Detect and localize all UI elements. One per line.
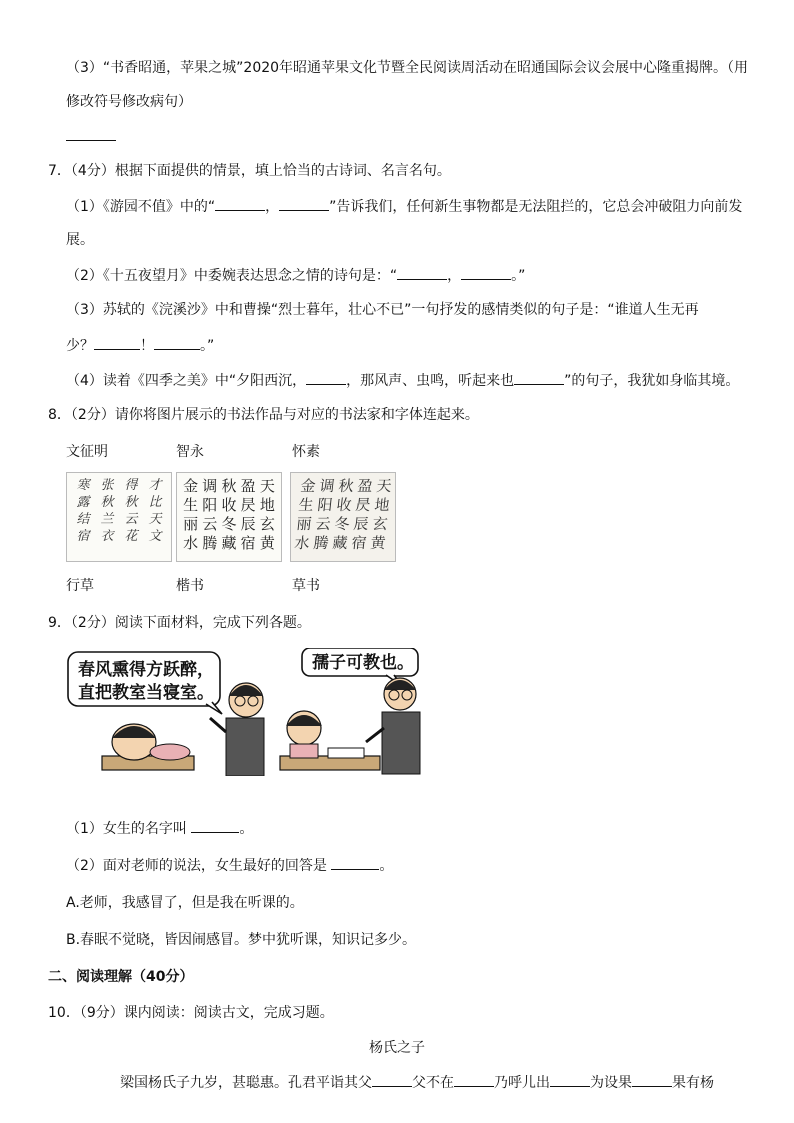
- calligraphy-image-1[interactable]: [66, 472, 172, 562]
- q9-part1: [66, 818, 253, 839]
- punct-blank-1[interactable]: [372, 1072, 412, 1087]
- q7-part4-text-a: （4）读着《四季之美》中“夕阳西沉，: [66, 373, 307, 389]
- calligraphy-column: 金生丽水: [293, 477, 317, 552]
- calligraphy-column: 才比天文: [148, 478, 162, 544]
- q7-part1-blank2[interactable]: [279, 196, 329, 211]
- q9-part1-end: 。: [239, 821, 254, 837]
- style-label-kaishu[interactable]: 楷书: [176, 578, 204, 594]
- q7-part2-text-a: （2）《十五夜望月》中委婉表达思念之情的诗句是：“: [66, 268, 398, 284]
- bubble1-line2: 直把教室当寝室。: [78, 683, 214, 703]
- artist-label-zhiyong[interactable]: 智永: [176, 444, 204, 460]
- q7-part3-text-c: 。”: [200, 338, 215, 354]
- q6-3-line1: （3）“书香昭通，苹果之城”2020年昭通苹果文化节暨全民阅读周活动在昭通国际会议会展中心隆重揭牌。（用: [66, 60, 749, 76]
- calligraphy-column: 寒露结宿: [76, 478, 90, 544]
- girl-figure-2: [280, 711, 380, 770]
- punct-blank-2[interactable]: [454, 1072, 494, 1087]
- q9-header: 9．（2分）阅读下面材料，完成下列各题。: [48, 615, 311, 631]
- q7-part2-text-b: 。”: [511, 268, 526, 284]
- calligraphy-column: 张秋兰衣: [100, 478, 114, 544]
- q7-part3-text-b: 少？: [66, 338, 94, 354]
- bubble1-line1: 春风熏得方跃醉，: [78, 660, 214, 680]
- q9-part1-blank[interactable]: [191, 818, 239, 833]
- q9-part2-blank[interactable]: [331, 855, 379, 870]
- passage-text-d: 为设果: [590, 1075, 632, 1091]
- calligraphy-column: 秋收冬藏: [331, 477, 355, 552]
- q7-header: 7．（4分）根据下面提供的情景，填上恰当的古诗词、名言名句。: [48, 163, 451, 179]
- q7-part3-blank1[interactable]: [94, 335, 140, 350]
- q6-3-answer-blank[interactable]: [66, 126, 116, 147]
- calligraphy-column: 盈昃辰宿: [350, 477, 374, 552]
- calligraphy-column: 秋收冬藏: [221, 477, 237, 552]
- q7-part3: （3）苏轼的《浣溪沙》中和曹操“烈士暮年，壮心不已”一句抒发的感情类似的句子是：“谁道人生无再: [66, 302, 699, 318]
- passage-text-b: 父不在: [412, 1075, 454, 1091]
- style-label-caoshu[interactable]: 草书: [292, 578, 320, 594]
- calligraphy-image-2[interactable]: [176, 472, 282, 562]
- q9-part2-text: （2）面对老师的说法，女生最好的回答是: [66, 858, 327, 874]
- q9-part2-end: 。: [379, 858, 394, 874]
- q6-3-line2: 修改符号修改病句）: [66, 94, 192, 110]
- q7-part4-text-b: ，那风声、虫鸣，听起来也: [346, 373, 515, 389]
- artist-label-huaisu[interactable]: 怀素: [292, 444, 320, 460]
- calligraphy-column: 金生丽水: [183, 477, 199, 552]
- passage-line1: [120, 1072, 714, 1093]
- style-label-xingcao[interactable]: 行草: [66, 578, 94, 594]
- q7-part1-text-a: （1）《游园不值》中的“: [66, 199, 216, 215]
- q9-part1-text: （1）女生的名字叫: [66, 821, 187, 837]
- calligraphy-image-3[interactable]: [290, 472, 396, 562]
- calligraphy-column: 调阳云腾: [312, 477, 336, 552]
- calligraphy-column: 调阳云腾: [202, 477, 218, 552]
- q7-part1-text-b: ”告诉我们，任何新生事物都是无法阻拦的，它总会冲破阻力向前发: [329, 199, 743, 215]
- bubble2-text: 孺子可教也。: [312, 653, 414, 673]
- q7-part1-sep: ，: [265, 199, 280, 215]
- q8-header: 8．（2分）请你将图片展示的书法作品与对应的书法家和字体连起来。: [48, 407, 479, 423]
- q7-part2-blank1[interactable]: [397, 265, 447, 280]
- q7-part3-cont: [66, 335, 214, 356]
- q7-part2-blank2[interactable]: [461, 265, 511, 280]
- calligraphy-column: 天地玄黄: [259, 477, 275, 552]
- q7-part1-cont: 展。: [66, 232, 94, 248]
- q7-part1-blank1[interactable]: [215, 196, 265, 211]
- punct-blank-4[interactable]: [632, 1072, 672, 1087]
- q7-part4: [66, 370, 739, 391]
- calligraphy-column: 盈昃辰宿: [240, 477, 256, 552]
- passage-text-c: 乃呼儿出: [494, 1075, 550, 1091]
- section-2-title: 二、阅读理解（40分）: [48, 969, 194, 985]
- q9-option-b[interactable]: B.春眠不觉晓，皆因闹感冒。梦中犹听课，知识记多少。: [66, 932, 417, 948]
- sleeping-girl-figure: [102, 724, 194, 770]
- q10-header: 10．（9分）课内阅读：阅读古文，完成习题。: [48, 1005, 334, 1021]
- q7-part2-sep: ，: [447, 268, 462, 284]
- q9-option-a[interactable]: A.老师，我感冒了，但是我在听课的。: [66, 895, 304, 911]
- q7-part4-blank2[interactable]: [514, 370, 564, 385]
- passage-text-e: 果有杨: [672, 1075, 714, 1091]
- artist-label-wenzhengming[interactable]: 文征明: [66, 444, 108, 460]
- q7-part4-blank1[interactable]: [306, 370, 346, 385]
- q7-part3-sep: ！: [140, 338, 154, 354]
- punct-blank-3[interactable]: [550, 1072, 590, 1087]
- calligraphy-column: 天地玄黄: [369, 477, 393, 552]
- passage-title: 杨氏之子: [369, 1040, 425, 1056]
- q7-part2: [66, 265, 525, 286]
- q7-part3-blank2[interactable]: [154, 335, 200, 350]
- passage-text-a: 梁国杨氏子九岁，甚聪惠。孔君平诣其父: [120, 1075, 372, 1091]
- calligraphy-column: 得秋云花: [124, 478, 138, 544]
- q7-part1: [66, 196, 742, 217]
- q7-part4-text-c: ”的句子，我犹如身临其境。: [564, 373, 740, 389]
- classroom-cartoon: [66, 648, 426, 776]
- q9-part2: [66, 855, 393, 876]
